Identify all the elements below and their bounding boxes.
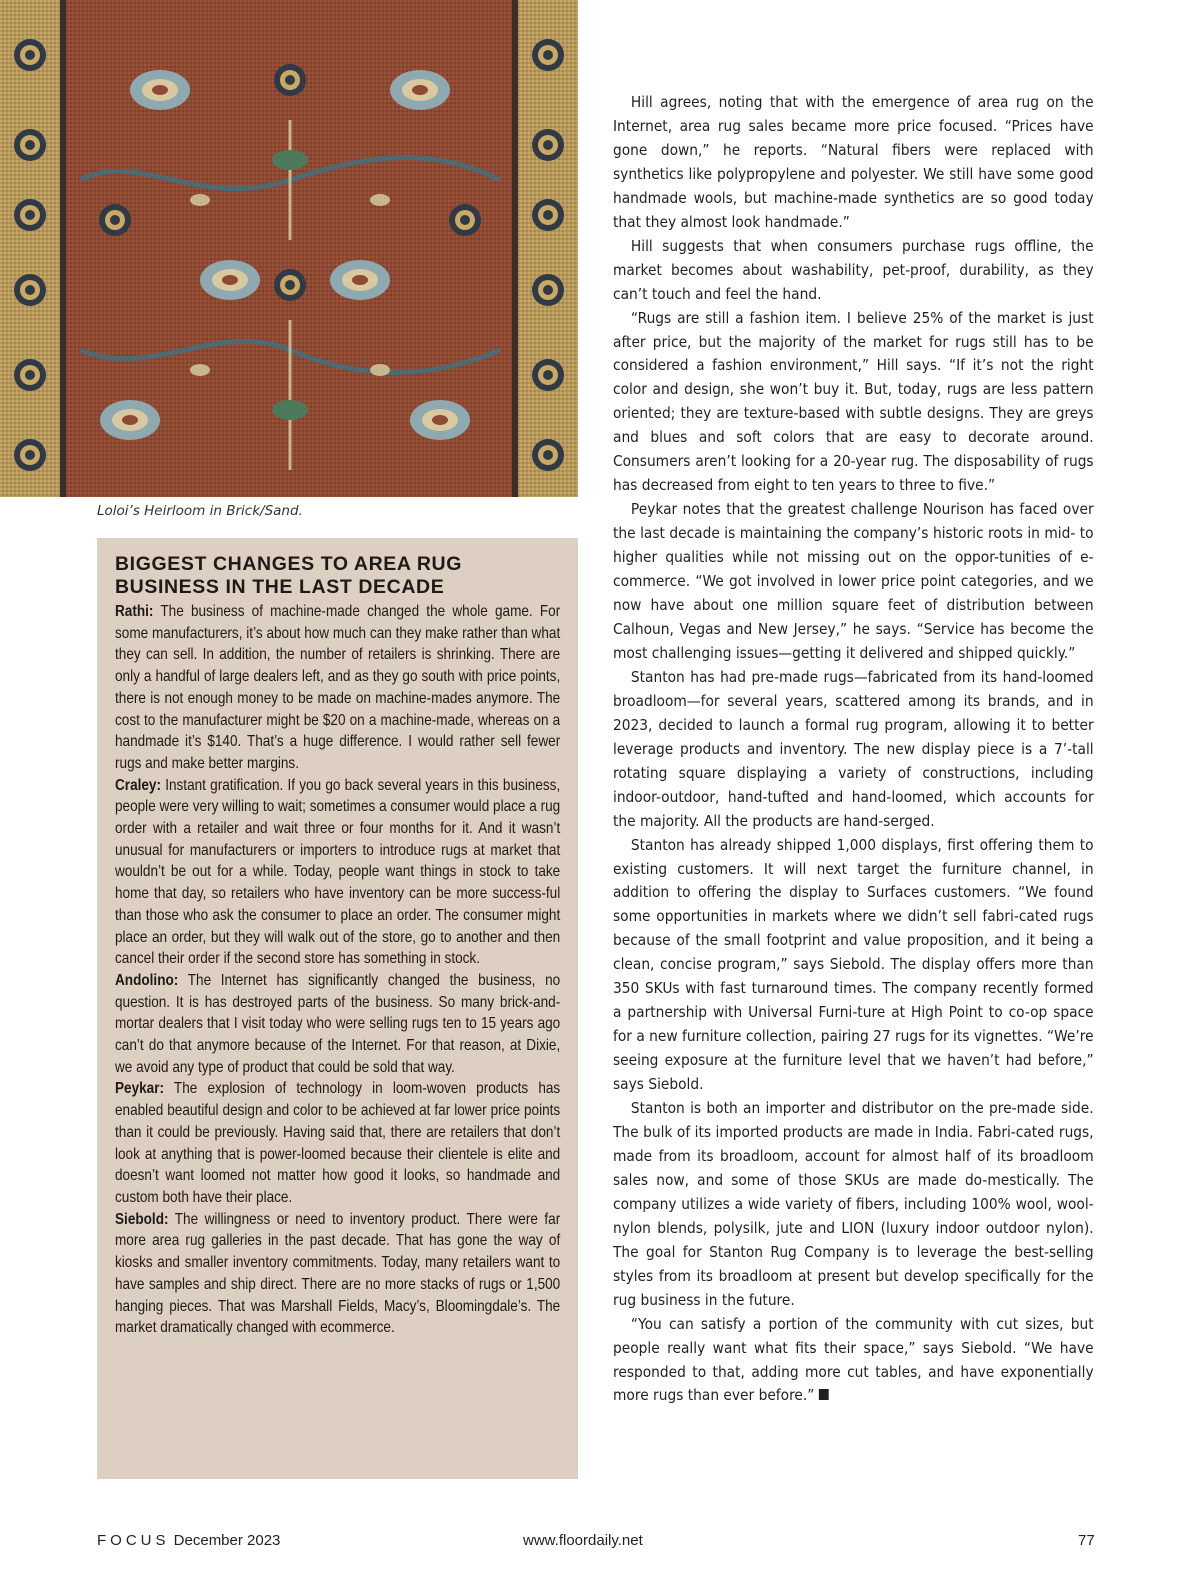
article-paragraph: Peykar notes that the greatest challenge Nourison has faced over the last decade is maintaining the company’s historic roots in mid- to higher qualities while not missing out on the oppor-tunities of e-commerce. “We got involved in lower price point categories, and we now have about one million square feet of distribution between Calhoun, Vegas and New Jersey,” he says. “Service has become the most challenging issues—getting it delivered and shipped quickly.”: [613, 500, 1094, 662]
article-final-paragraph: [613, 1313, 1094, 1409]
photo-caption: Loloi’s Heirloom in Brick/Sand.: [97, 503, 303, 519]
article-paragraph: Hill agrees, noting that with the emergence of area rug on the Internet, area rug sales became more price focused. “Prices have gone down,” he reports. “Natural fibers were replaced with synthetics like polypropylene and polyester. We still have some good handmade wools, but machine-made synthetics are so good today that they almost look handmade.”: [613, 93, 1094, 231]
speaker-quote: The explosion of technology in loom-woven products has enabled beautiful design and color to be achieved at far lower price points than it could be previously. Having said that, there are retailers that don’t look at anything that is power-loomed because their clientele is elite and doesn’t want loomed not matter how good it looks, so handmade and custom both have their place.: [115, 1080, 561, 1206]
article-paragraph: Hill suggests that when consumers purchase rugs offline, the market becomes about washability, pet-proof, durability, as they can’t touch and feel the hand.: [613, 236, 1094, 303]
speaker-quote: Instant gratification. If you go back several years in this business, people were very willing to wait; sometimes a consumer would place a rug order with a retailer and wait three or four months for it. And it wasn’t unusual for manufacturers or importers to introduce rugs at market that wouldn’t be out for a while. Today, people want things in stock to take home that day, so retailers who have inventory can be more success-ful than those who ask the consumer to place an order. The consumer might place an order, but they will walk out of the store, go to another and then cancel their order if the second store has something in stock.: [115, 776, 561, 968]
article-column: [613, 91, 1094, 1408]
magazine-name: FOCUS: [97, 1532, 170, 1549]
speaker-quote: The willingness or need to inventory product. There were far more area rug galleries in the past decade. That has gone the way of kiosks and smaller inventory commitments. Today, many retailers want to have samples and ship direct. There are no more stacks of rugs or 1,500 hanging pieces. That was Marshall Fields, Macy’s, Bloomingdale’s. The market dramatically changed with ecommerce.: [115, 1210, 561, 1337]
speaker-quote: The Internet has significantly changed the business, no question. It is has destroyed parts of the business. So many brick-and-mortar dealers that I visit today who were selling rugs ten to 15 years ago can’t do that anymore because of the Internet. For that reason, at Dixie, we avoid any type of product that could be sold that way.: [115, 971, 561, 1076]
footer-issue: [97, 1532, 280, 1549]
sidebar-entry-peykar: [115, 1078, 560, 1208]
article-paragraph: Stanton is both an importer and distributor on the pre-made side. The bulk of its imported products are made in India. Fabri-cated rugs, made from its broadloom, account for almost half of its broadloom sales now, and some of those SKUs are made do-mestically. The company utilizes a wide variety of fibers, including 100% wool, wool-nylon blends, polysilk, jute and LION (luxury indoor outdoor nylon). The goal for Stanton Rug Company is to leverage the best-selling styles from its broadloom at present but develop specifically for the rug business in the future.: [613, 1099, 1094, 1309]
sidebar-entry-craley: [115, 775, 560, 970]
speaker-quote: The business of machine-made changed the whole game. For some manufacturers, it’s about how much can they make rather than what they can sell. In addition, the number of retailers is shrinking. There are only a handful of large dealers left, and as they go south with price points, there is not enough money to be made on machine-mades anymore. The cost to the manufacturer might be $20 on a machine-made, whereas on a handmade it’s $140. That’s a huge difference. I would rather sell fewer rugs and make better margins.: [115, 603, 561, 772]
speaker-name: Rathi:: [115, 603, 154, 620]
end-square-icon: [819, 1389, 829, 1400]
article-paragraph: Stanton has already shipped 1,000 displays, first offering them to existing customers. It will next target the furniture channel, in addition to offering the display to Surfaces customers. “We found some opportunities in markets where we didn’t sell fabri-cated rugs because of the small footprint and value proposition, and it being a clean, concise program,” says Siebold. The display offers more than 350 SKUs with fast turnaround times. The company recently formed a partnership with Universal Furni-ture at High Point to co-op space for a new furniture collection, pairing 27 rugs for its vignettes. “We’re seeing exposure at the furniture level that we haven’t had before,” says Siebold.: [613, 835, 1094, 1094]
article-paragraph: Stanton has had pre-made rugs—fabricated from its hand-loomed broadloom—for several years, scattered among its brands, and in 2023, decided to launch a formal rug program, allowing it to better leverage products and inventory. The new display piece is a 7’-tall rotating square displaying a variety of constructions, including indoor-outdoor, hand-tufted and hand-loomed, which accounts for the majority. All the products are hand-serged.: [613, 667, 1094, 830]
sidebar-box: [97, 538, 578, 1479]
sidebar-entry-rathi: [115, 601, 560, 775]
rug-photo: [0, 0, 578, 497]
speaker-name: Andolino:: [115, 971, 179, 989]
article-paragraph-text: “You can satisfy a portion of the community with cut sizes, but people really want what fits their space,” says Siebold. “We have responded to that, adding more cut tables, and have exponentially more rugs than ever before.”: [613, 1314, 1094, 1405]
speaker-name: Siebold:: [115, 1210, 169, 1228]
sidebar-title: BIGGEST CHANGES TO AREA RUG BUSINESS IN THE LAST DECADE: [115, 553, 463, 598]
sidebar-entry-andolino: [115, 970, 560, 1079]
page-number: 77: [1078, 1532, 1095, 1549]
speaker-name: Peykar:: [115, 1080, 165, 1098]
issue-date: December 2023: [173, 1532, 281, 1549]
footer-url[interactable]: www.floordaily.net: [523, 1532, 643, 1549]
article-paragraph: “Rugs are still a fashion item. I believe 25% of the market is just after price, but the majority of the market for rugs still has to be considered a fashion environment,” Hill says. “If it’s not the right color and design, she won’t buy it. But, today, rugs are less pattern oriented; they are texture-based with subtle designs. They are greys and blues and soft colors that are easy to decorate around. Consumers aren’t looking for a 20-year rug. The disposability of rugs has decreased from eight to ten years to three to five.”: [613, 308, 1094, 495]
sidebar-entry-siebold: [115, 1209, 560, 1339]
speaker-name: Craley:: [115, 776, 162, 794]
